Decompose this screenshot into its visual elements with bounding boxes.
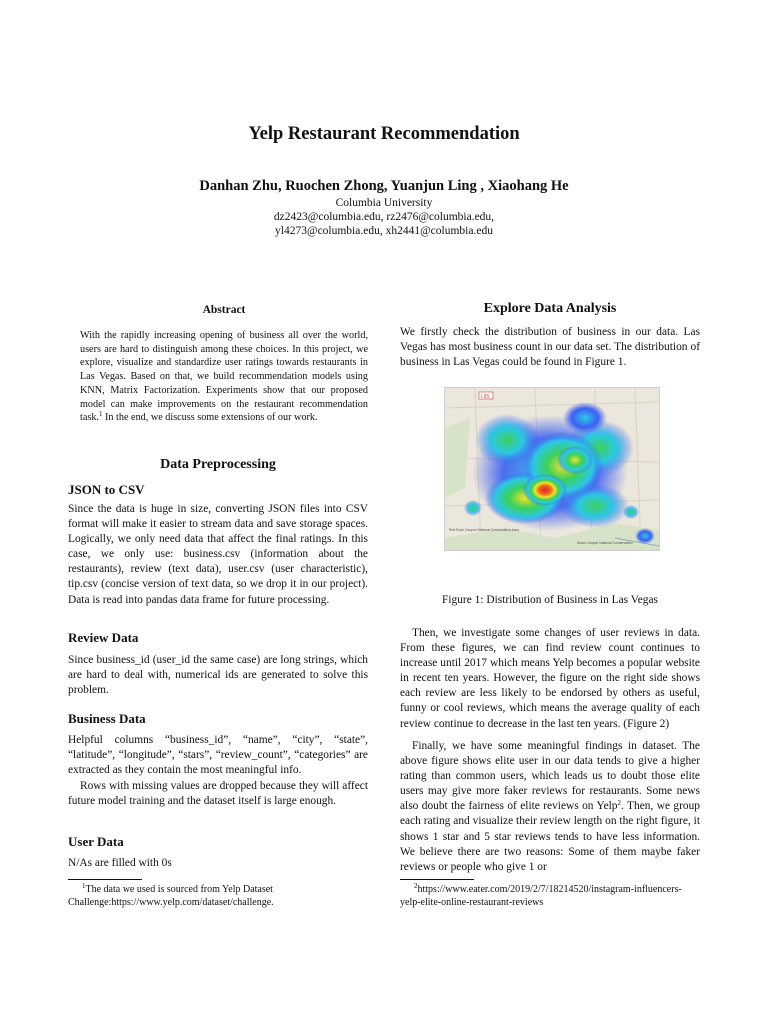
eda-elite-findings-text xyxy=(400,739,700,875)
footnote-2-text: https://www.eater.com/2019/2/7/18214520/instagram-influencers-yelp-elite-online-restaurant-reviews xyxy=(400,884,682,908)
subsection-business-data: Business Data xyxy=(68,711,146,726)
footnote-rule-right xyxy=(400,879,474,880)
heat-blob-east xyxy=(623,505,639,519)
heat-blob-downtown xyxy=(557,446,593,474)
section-explore-data-analysis: Explore Data Analysis xyxy=(483,301,617,316)
figure-1-caption: Figure 1: Distribution of Business in Las Vegas xyxy=(442,594,658,606)
footnote-2-mark: 2 xyxy=(414,882,418,890)
subsection-json-to-csv: JSON to CSV xyxy=(68,482,145,497)
abstract-text xyxy=(80,329,368,425)
abstract-tail: In the end, we discuss some extensions of our work. xyxy=(102,412,318,424)
eda-elite-body: Finally, we have some meaningful findings in dataset. The above figure shows elite user in our data tends to give a higher rating than common users, which leads us to doubt those elite users may give more faker reviews for restaurants. Some news also doubt the fairness of elite reviews on Yelp xyxy=(400,740,700,813)
heat-blob-henderson xyxy=(635,528,655,544)
business-data-text-1: Helpful columns “business_id”, “name”, “city”, “state”, “latitude”, “longitude”, “stars”, “review_count”, “categories” are extracted as they contain the most meaningful info. xyxy=(68,734,368,777)
business-data-text-2: Rows with missing values are dropped because they will affect future model training and the dataset itself is large enough. xyxy=(68,780,368,808)
paper-title: Yelp Restaurant Recommendation xyxy=(248,124,520,144)
heatmap-svg xyxy=(445,388,659,550)
footnote-1 xyxy=(68,883,368,909)
subsection-review-data: Review Data xyxy=(68,630,139,645)
eda-review-trends-text: Then, we investigate some changes of user reviews in data. From these figures, we can find review count continues to increase until 2017 which means Yelp becomes a popular website in recent ten years. However, the figure on the right side shows each review are less likely to be endorsed by others as useful, funny or cool reviews, which means the average quality of each review continue to decrease in the last ten years. (Figure 2) xyxy=(400,627,700,730)
abstract-heading: Abstract xyxy=(202,304,246,316)
highway-label: I-95 xyxy=(480,394,490,400)
emails-line-1: dz2423@columbia.edu, rz2476@columbia.edu, xyxy=(273,211,495,223)
user-data-text: N/As are filled with 0s xyxy=(68,857,172,869)
eda-intro-text: We firstly check the distribution of business in our data. Las Vegas has most business count in our data set. The distribution of business in Las Vegas could be found in Figure 1. xyxy=(400,326,700,369)
abstract-body: With the rapidly increasing opening of business all over the world, users are hard to distinguish among these choices. In this project, we explore, visualize and standardize user ratings towards restaurants in Las Vegas. Based on that, we build recommendation models using KNN, Matrix Factorization. Experiments show that our proposed model can make improvements on the restaurant recommendation task. xyxy=(80,330,368,424)
json-to-csv-text: Since the data is huge in size, converting JSON files into CSV format will make it easier to stream data and save storage spaces. Logically, we only need data that affect the final ratings. In this case, we only use: business.csv (information about the restaurants), review (text data), user.csv (user characteristic), tip.csv (concise version of text data, so we drop it in our project). Data is read into pandas data frame for future processing. xyxy=(68,503,368,606)
figure-1-heatmap xyxy=(444,387,660,551)
heat-blob-north xyxy=(563,402,607,434)
footnote-1-text: The data we used is sourced from Yelp Dataset Challenge:https://www.yelp.com/dataset/challenge. xyxy=(68,884,274,908)
section-data-preprocessing: Data Preprocessing xyxy=(160,457,276,472)
heat-hotspot-strip xyxy=(523,474,567,506)
footnote-1-mark: 1 xyxy=(82,882,86,890)
heat-blob-west xyxy=(464,500,482,516)
footnote-rule-left xyxy=(68,879,142,880)
map-label-conservation: Red Rock Canyon National Conservation Area xyxy=(449,528,519,532)
author-list: Danhan Zhu, Ruochen Zhong, Yuanjun Ling , Xiaohang He xyxy=(199,178,569,194)
footnote-2 xyxy=(400,883,700,909)
map-label-conservation-2: Sloan Canyon National Conservation xyxy=(577,541,633,545)
footnote-mark-1: 1 xyxy=(98,410,103,419)
eda-elite-tail: . Then, we group each rating and visualize their review length on the right figure, it shows 1 star and 5 star reviews tends to have less information. We believe there are two reasons: Some of them maybe faker reviews or people who give 1 or xyxy=(400,800,700,873)
subsection-user-data: User Data xyxy=(68,834,124,849)
emails-line-2: yl4273@columbia.edu, xh2441@columbia.edu xyxy=(275,225,493,237)
institution: Columbia University xyxy=(335,197,433,209)
affiliation-block xyxy=(0,196,768,238)
footnote-mark-2: 2 xyxy=(617,799,621,808)
review-data-text: Since business_id (user_id the same case) are long strings, which are hard to deal with, numerical ids are generated to solve this problem. xyxy=(68,654,368,697)
